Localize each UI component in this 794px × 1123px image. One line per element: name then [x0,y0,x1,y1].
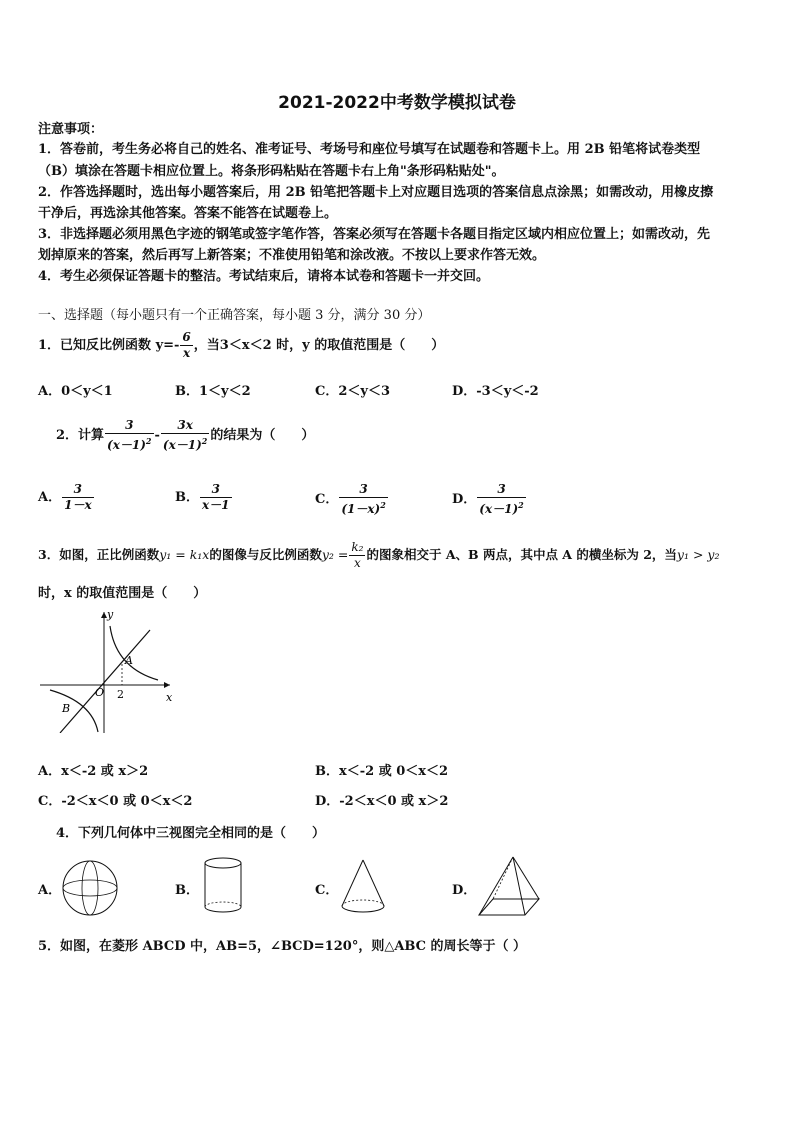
notes-heading: 注意事项： [38,122,104,137]
q3-post: 的图象相交于 A、B 两点，其中点 A 的横坐标为 2，当 [366,547,677,562]
note-line: 干净后，再选涂其他答案。答案不能答在试题卷上。 [38,206,338,221]
q3-option-d[interactable]: D．-2＜x＜0 或 x＞2 [315,794,449,809]
q2-option-c-label: C． [315,492,339,507]
q2-option-d-num: 3 [477,482,525,498]
q3-formula-2-frac [349,540,365,571]
q3-option-a[interactable]: A．x＜-2 或 x＞2 [38,764,149,779]
q3-pre: 3．如图，正比例函数 [38,547,160,562]
q1-option-d[interactable]: D．-3＜y＜-2 [452,384,539,399]
q2-sq1: 2 [145,436,152,446]
q2-option-d[interactable] [452,482,527,517]
q2-option-b-num: 3 [200,482,232,498]
question-3 [38,540,719,571]
q1-option-b[interactable]: B．1＜y＜2 [175,384,251,399]
q2-option-c[interactable] [315,482,389,517]
q2-post: 的结果为（ ） [210,428,315,443]
label-x: x [166,691,173,704]
q2-option-c-den: (1－x) [341,502,381,516]
q2-option-b[interactable] [175,482,233,513]
line-y1 [60,630,150,733]
label-a: A [125,654,133,667]
q2-option-a-label: A． [38,490,62,505]
note-line: 4．考生必须保证答题卡的整洁。考试结束后，请将本试卷和答题卡一并交回。 [38,269,490,284]
q2-den1: (x－1) [107,438,146,452]
q1-option-c[interactable]: C．2＜y＜3 [315,384,390,399]
q4-option-b-label[interactable]: B． [175,883,199,898]
label-y: y [107,608,114,621]
note-line: 划掉原来的答案，然后再写上新答案；不准使用铅笔和涂改液。不按以上要求作答无效。 [38,248,546,263]
note-line: 3．非选择题必须用黑色字迹的钢笔或签字笔作答，答案必须写在答题卡各题目指定区域内相应位置上；如需改动，先 [38,227,711,242]
q4-option-d-label[interactable]: D． [452,883,477,898]
q1-pre: 1．已知反比例函数 y=- [38,338,180,353]
q1-fraction [180,330,192,361]
q2-minus: - [154,428,160,443]
q1-num: 6 [182,330,191,344]
q1-post: ，当3＜x＜2 时，y 的取值范围是（ ） [193,338,445,353]
q1-option-a[interactable]: A．0＜y＜1 [38,384,113,399]
note-line: （B）填涂在答题卡相应位置上。将条形码粘贴在答题卡右上角"条形码粘贴处"。 [38,164,505,179]
note-line: 1．答卷前，考生务必将自己的姓名、准考证号、考场号和座位号填写在试题卷和答题卡上。用 2B 铅笔将试卷类型 [38,142,701,157]
q3-option-b[interactable]: B．x＜-2 或 0＜x＜2 [315,764,449,779]
q1-den: x [183,346,191,360]
q3-formula-2-lhs: y₂ = [321,547,349,562]
q2-option-d-den: (x－1) [479,502,519,516]
q2-option-c-num: 3 [339,482,387,498]
q3-f2-num: k₂ [351,540,364,554]
q2-option-d-sq: 2 [518,500,524,510]
q4-option-a-label[interactable]: A． [38,883,62,898]
sphere-icon [60,858,120,918]
q3-line-2: 时，x 的取值范围是（ ） [38,586,207,601]
q2-option-c-sq: 2 [380,500,386,510]
q3-f2-den: x [354,556,361,570]
curve-y2-q1 [110,626,158,680]
q2-option-b-label: B． [175,490,199,505]
label-origin: O [95,686,105,699]
q2-fraction-2 [161,418,209,453]
pyramid-icon [475,853,545,919]
cone-icon [338,856,388,918]
q2-num2: 3x [161,418,209,434]
q2-fraction-1 [105,418,153,453]
q3-mid: 的图像与反比例函数 [209,547,322,562]
q2-option-a-den: 1－x [64,498,92,512]
q2-sq2: 2 [201,436,208,446]
x-axis-arrow-icon [164,682,170,688]
question-4: 4．下列几何体中三视图完全相同的是（ ） [56,826,326,841]
q2-option-b-den: x－1 [202,498,230,512]
note-line: 2．作答选择题时，选出每小题答案后，用 2B 铅笔把答题卡上对应题目选项的答案信息点涂黑；如需改动，用橡皮擦 [38,185,714,200]
q2-pre: 2．计算 [56,428,105,443]
question-2 [56,418,314,453]
label-two: 2 [117,688,124,701]
q2-option-d-label: D． [452,492,477,507]
section-heading: 一、选择题（每小题只有一个正确答案，每小题 3 分，满分 30 分） [38,308,431,323]
question-5: 5．如图，在菱形 ABCD 中，AB=5，∠BCD=120°，则△ABC 的周长等于（ ） [38,939,527,954]
q2-den2: (x－1) [162,438,202,452]
cylinder-icon [200,855,246,917]
question-1 [38,330,444,361]
q4-option-c-label[interactable]: C． [315,883,339,898]
q2-option-a[interactable] [38,482,95,513]
q3-graph [40,608,180,733]
q3-option-c[interactable]: C．-2＜x＜0 或 0＜x＜2 [38,794,193,809]
q3-condition: y₁ > y₂ [676,547,720,562]
q3-formula-1: y₁ = k₁x [159,547,210,562]
q2-num1: 3 [105,418,153,434]
page-title: 2021-2022中考数学模拟试卷 [278,93,516,113]
label-b: B [62,702,71,715]
curve-y2-q3 [50,690,98,732]
q2-option-a-num: 3 [62,482,94,498]
